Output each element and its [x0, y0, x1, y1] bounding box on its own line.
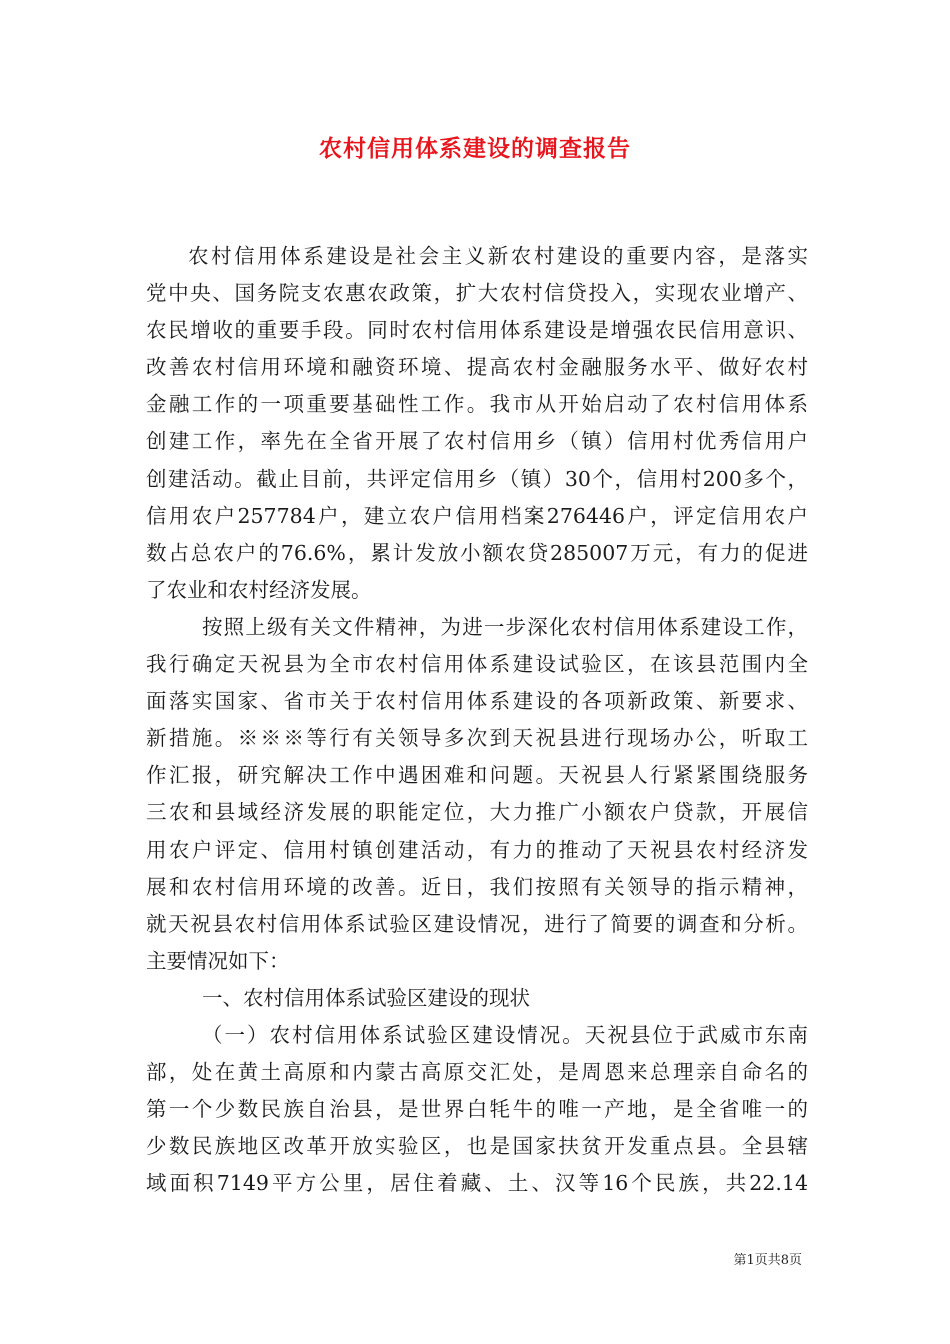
body-line: 我行确定天祝县为全市农村信用体系建设试验区，在该县范围内全 [146, 652, 808, 677]
document-body [146, 238, 808, 1202]
body-line: 党中央、国务院支农惠农政策，扩大农村信贷投入，实现农业增产、 [146, 281, 808, 306]
body-line: 面落实国家、省市关于农村信用体系建设的各项新政策、新要求、 [146, 689, 808, 714]
body-line: 金融工作的一项重要基础性工作。我市从开始启动了农村信用体系 [146, 392, 808, 417]
section-heading: 一、农村信用体系试验区建设的现状 [202, 985, 530, 1010]
body-line: 新措施。※※※等行有关领导多次到天祝县进行现场办公，听取工 [146, 726, 808, 751]
body-line: （一）农村信用体系试验区建设情况。天祝县位于武威市东南 [202, 1022, 808, 1047]
body-line: 创建活动。截止目前，共评定信用乡（镇）30个，信用村200多个， [146, 466, 808, 491]
body-line: 作汇报，研究解决工作中遇困难和问题。天祝县人行紧紧围绕服务 [146, 763, 808, 788]
body-line: 第一个少数民族自治县，是世界白牦牛的唯一产地，是全省唯一的 [146, 1097, 808, 1122]
page-number: 第1页共8页 [733, 1253, 802, 1268]
body-line: 域面积7149平方公里，居住着藏、土、汉等16个民族，共22.14 [146, 1171, 808, 1196]
body-line: 就天祝县农村信用体系试验区建设情况，进行了简要的调查和分析。 [146, 911, 808, 936]
body-line: 三农和县域经济发展的职能定位，大力推广小额农户贷款，开展信 [146, 800, 808, 825]
body-line: 按照上级有关文件精神，为进一步深化农村信用体系建设工作， [202, 614, 808, 639]
body-line: 改善农村信用环境和融资环境、提高农村金融服务水平、做好农村 [146, 355, 808, 380]
body-line: 主要情况如下： [146, 948, 290, 973]
body-line: 了农业和农村经济发展。 [146, 577, 372, 602]
body-line: 部，处在黄土高原和内蒙古高原交汇处，是周恩来总理亲自命名的 [146, 1060, 808, 1085]
body-line: 数占总农户的76.6%，累计发放小额农贷285007万元，有力的促进 [146, 540, 808, 565]
body-line: 农民增收的重要手段。同时农村信用体系建设是增强农民信用意识、 [146, 318, 808, 343]
body-line: 信用农户257784户，建立农户信用档案276446户，评定信用农户 [146, 503, 808, 528]
document-title: 农村信用体系建设的调查报告 [319, 135, 631, 162]
body-line: 创建工作，率先在全省开展了农村信用乡（镇）信用村优秀信用户 [146, 429, 808, 454]
body-line: 农村信用体系建设是社会主义新农村建设的重要内容，是落实 [188, 244, 808, 268]
body-line: 展和农村信用环境的改善。近日，我们按照有关领导的指示精神， [146, 874, 808, 899]
body-line: 用农户评定、信用村镇创建活动，有力的推动了天祝县农村经济发 [146, 837, 808, 862]
body-line: 少数民族地区改革开放实验区，也是国家扶贫开发重点县。全县辖 [146, 1134, 808, 1159]
